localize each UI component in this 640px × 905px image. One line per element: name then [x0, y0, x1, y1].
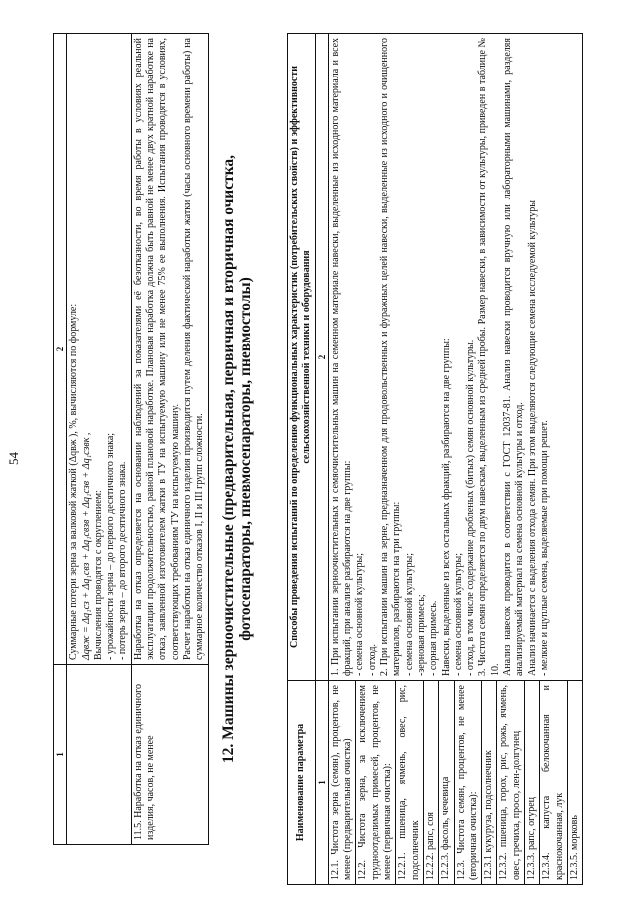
table-row	[131, 34, 208, 845]
param-item: 12.2. Чистота зерна, за исключением трудноотделимых примесей, процентов, не менее (первичная очистка):	[356, 681, 396, 884]
section-title-line-2: фотосепараторы, пневмосепараторы, пневмостолы)	[237, 277, 254, 641]
method-line: Наработка на отказ определяется на основании наблюдений за показателями её безотказности, во время работы в условиях реальной эксплуатации продолжительностью, равной плановой наработке. Плановая наработка должна быть равной не менее двух кратной наработке на отказ, заявленной изготовителем жатки в ТУ на испытуемую машину или не менее 75% ее выполнения. Испытания проводятся в условиях, соответствующих требованиям ТУ на испытуемую машину.	[132, 38, 181, 660]
method-line: Навески, выделенные из всех остальных фракций, разбираются на две группы:	[440, 338, 452, 676]
method-line: -зерновая примесь;	[415, 594, 427, 676]
method-cell	[328, 34, 582, 681]
col-index-1: 1	[54, 665, 67, 845]
method-line: Анализ начинается с выделения отхода семян. При этом выделяются следующие семена исследуемой культуры	[526, 200, 538, 676]
method-line: Суммарные потери зерна за валковой жаткой (Δqвж ), %, вычисляются по формуле:	[68, 303, 80, 660]
main-table-header-row	[288, 34, 316, 885]
header-methods: Способы проведения испытаний по определению функциональных характеристик (потребительских свойств) и эффективности сельскохозяйственной техники и оборудования	[288, 34, 316, 681]
table-row	[67, 34, 131, 845]
method-line: - семена основной культуры;	[403, 552, 415, 676]
table-row	[328, 34, 582, 885]
param-cell	[67, 665, 131, 845]
method-line: 3. Чистота семян определяется по двум навескам, выделенным из средней пробы. Размер навески, в зависимости от культуры, приведен в таблице № 10.	[477, 38, 501, 676]
method-line: - отход.	[366, 644, 378, 676]
method-cell	[67, 34, 131, 665]
page-number-text: 54	[6, 452, 21, 465]
header-parameter: Наименование параметра	[288, 681, 316, 885]
method-line: - отход, в том числе содержание дробленых (битых) семян основной культуры.	[465, 339, 477, 676]
method-line: - сорная примесь.	[428, 600, 440, 676]
col-index-2: 2	[315, 34, 328, 681]
method-line: Расчет наработки на отказ единичного изделия производится путем деления фактической наработки жатки (часы основного времени работы) на суммарное количество отказов I, II и III групп сложности.	[181, 38, 206, 660]
method-line: - мелкие и щуплые семена, выделяемые при помощи решет.	[538, 420, 550, 676]
method-cell	[131, 34, 208, 665]
method-line: Вычисления проводятся с округлением:	[92, 490, 104, 660]
method-line: 1. При испытании зерноочистительных и семяочистительных машин на семенном материале навески, выделенные из исходного материала и всех фракций, при анализе разбираются на две группы:	[329, 38, 354, 676]
method-line: - потерь зерна – до второго десятичного знака.	[117, 461, 129, 660]
main-table-index-row	[315, 34, 328, 885]
main-table	[287, 33, 583, 885]
param-item: 12.3.3. рапс, огурец	[525, 681, 540, 884]
param-item: 12.3.5. морковь	[568, 815, 580, 880]
param-item: 12.3.2. пшеница, горох, рис, рожь, ячмень, овес, гречиха, просо, лен-долгунец	[497, 681, 525, 884]
continued-table-index-row	[54, 34, 67, 845]
method-line: 2. При испытании машин на зерне, предназначенном для продовольственных и фуражных целей навески, выделенные из исходного и очищенного материалов, разбираются на три группы:	[379, 38, 403, 676]
method-line: - урожайности зерна – до первого десятичного знака;	[105, 432, 117, 660]
continued-table	[53, 33, 209, 845]
section-title	[220, 33, 254, 885]
param-item: 12.1. Чистота зерна (семян), процентов, не менее (предварительная очистка)	[329, 681, 357, 884]
section-title-line-1: 12. Машины зерноочистительные (предварительная, первичная и вторичная очистка,	[220, 154, 237, 764]
param-item: 12.3. Чистота семян, процентов, не менее (вторичная очистка):	[455, 681, 483, 884]
method-line: Анализ навесок проводится в соответствии с ГОСТ 12037-81. Анализ навески проводится вручную или лабораторными машинами, разделяя анализируемый материал на семена основной культуры и отход.	[502, 38, 526, 676]
method-line: - семена основной культуры;	[452, 552, 464, 676]
param-item: 12.2.1. пшеница, ячмень, овес, рис, подсолнечник	[396, 681, 424, 884]
param-cell: 11.5. Наработка на отказ единичного изделия, часов, не менее	[131, 665, 208, 845]
param-item: 12.3.1 кукуруза, подсолнечник	[482, 681, 497, 884]
col-index-1: 1	[315, 681, 328, 885]
col-index-2: 2	[54, 34, 67, 665]
param-cell	[328, 681, 582, 885]
formula: Δqвж = Δq₁сз + Δq₁свз + Δq₁свзв + Δq₁сзв + Δq₁сзвк ,	[80, 432, 92, 660]
param-item: 12.2.2. рапс, соя	[424, 681, 439, 884]
param-item: 12.2.3. фасоль, чечевица	[439, 681, 454, 884]
method-line: - семена основной культуры;	[354, 552, 366, 676]
param-item: 12.3.4. капуста белокочанная и краснокочанная, лук	[540, 681, 568, 884]
page-number	[6, 415, 22, 465]
